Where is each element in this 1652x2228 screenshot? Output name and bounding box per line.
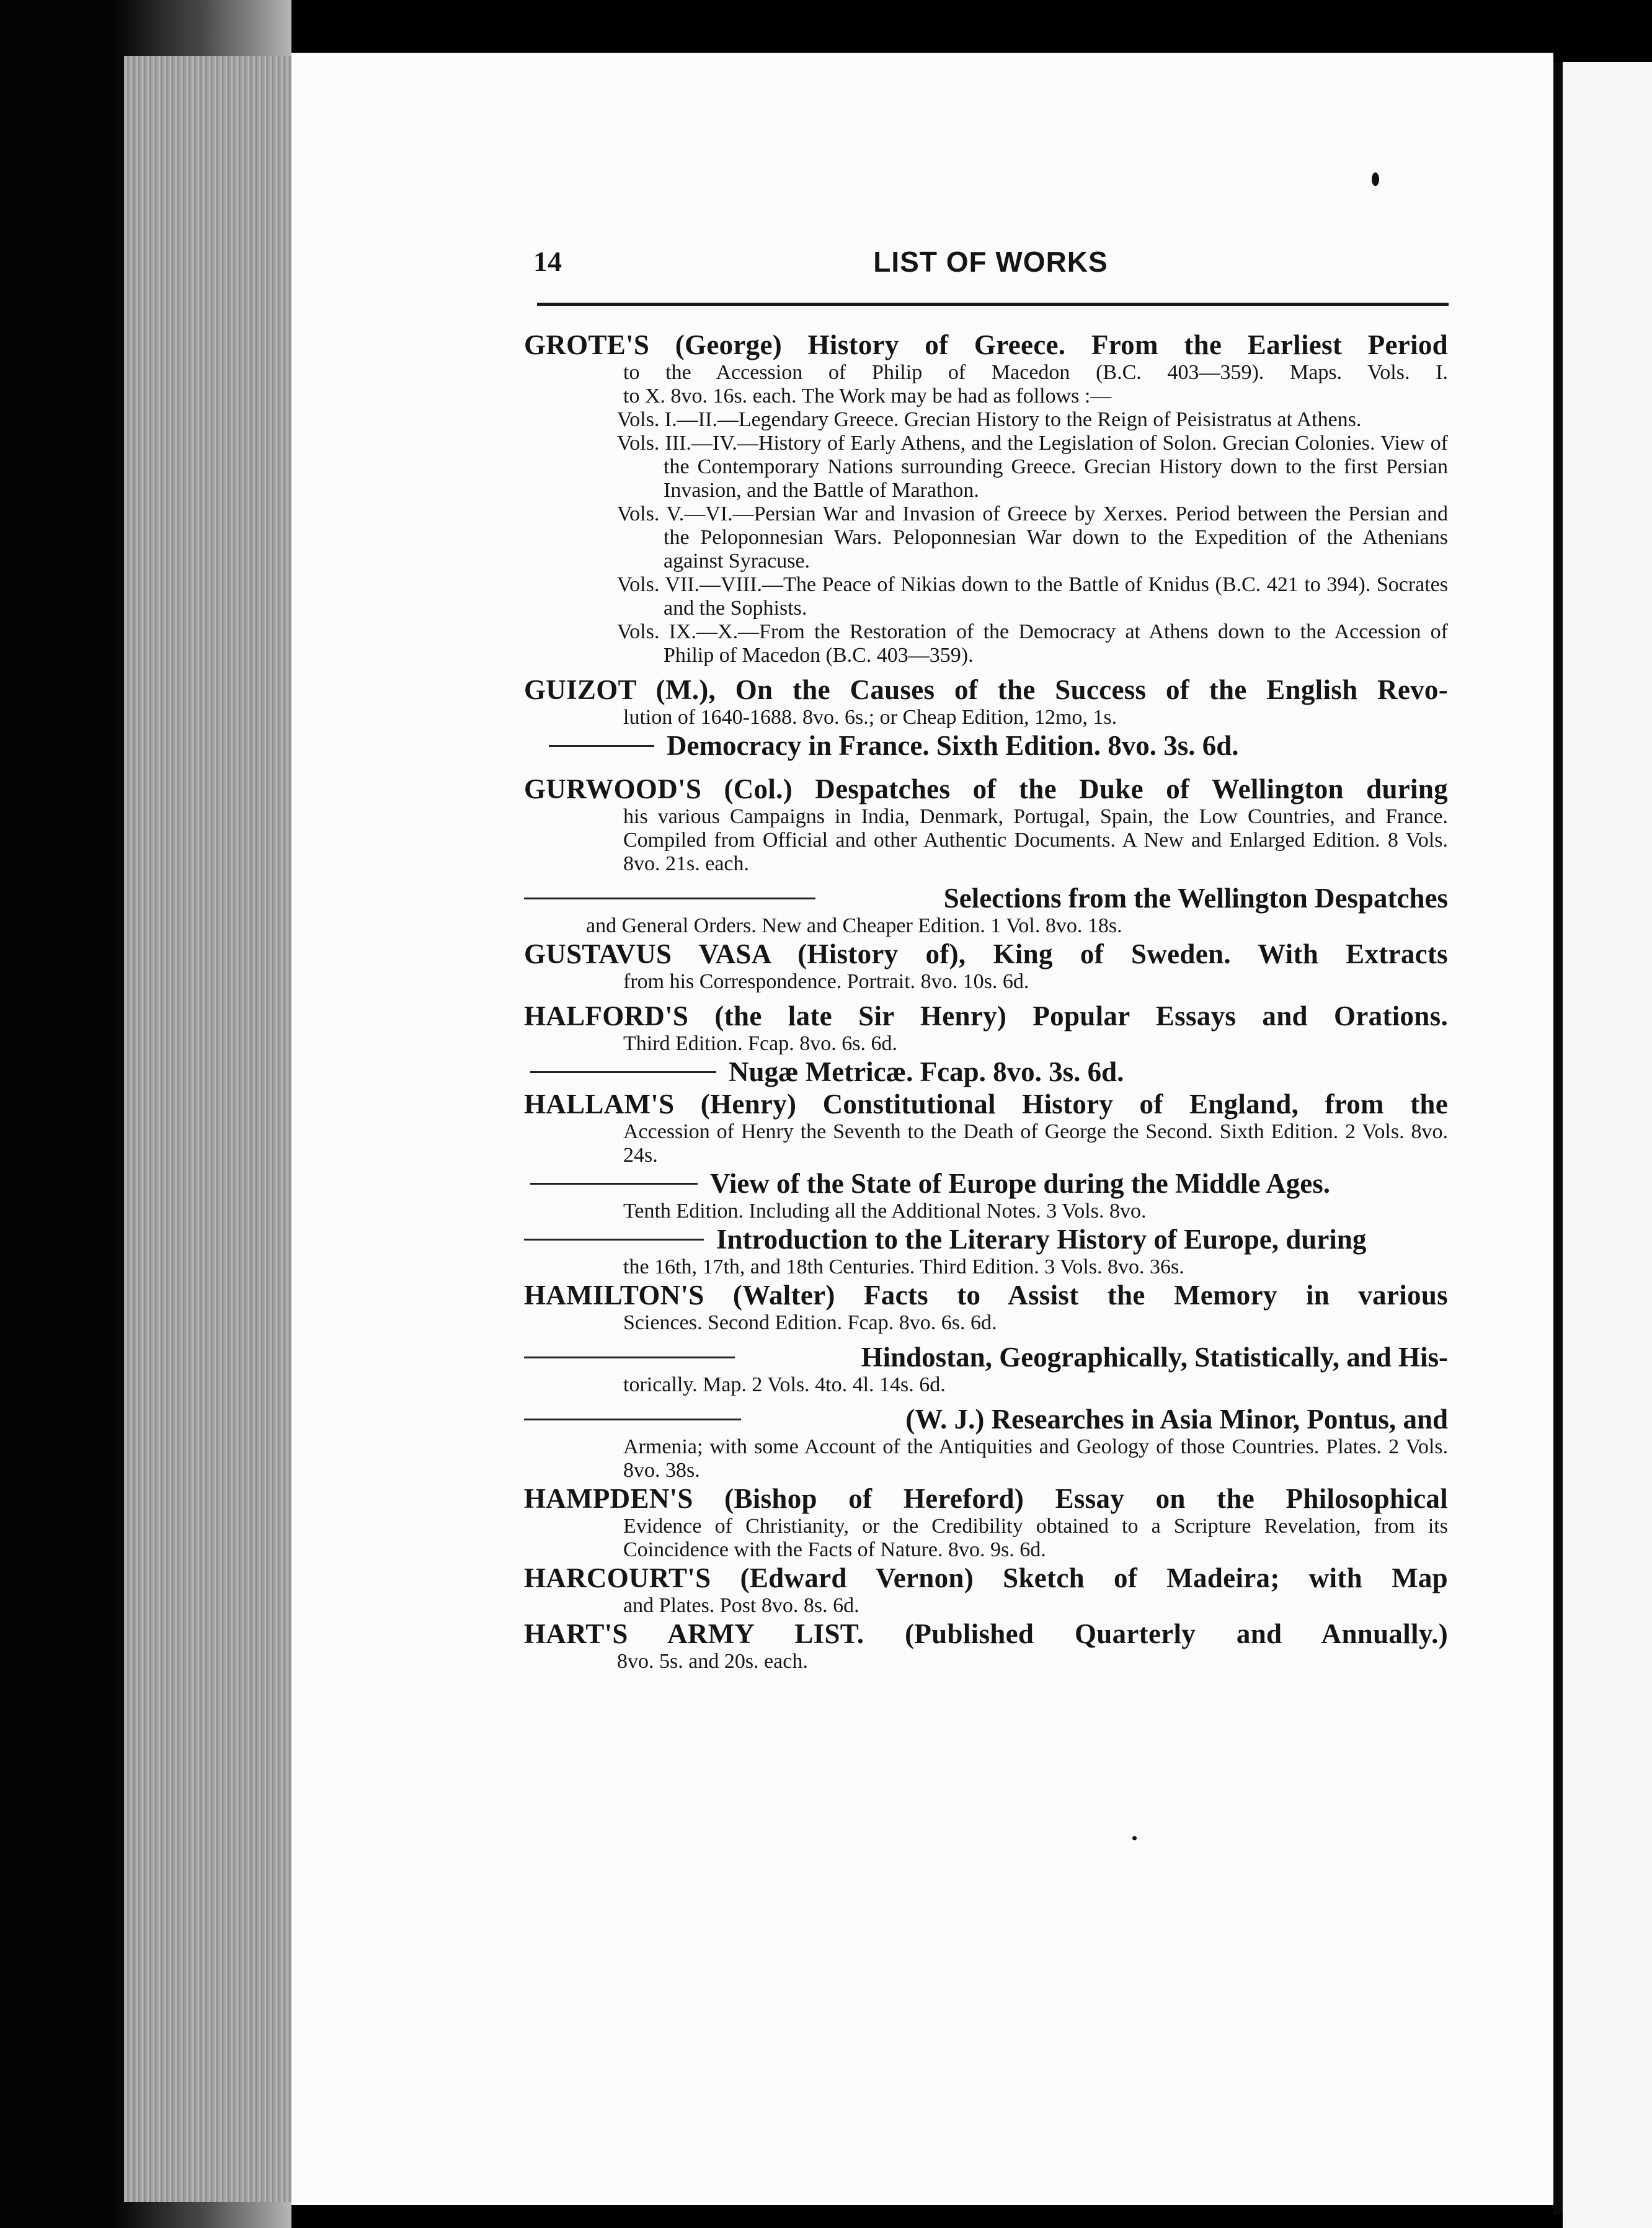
entry-description: and Plates. Post 8vo. 8s. 6d. (623, 1594, 859, 1617)
entry-harcourt (524, 1562, 1448, 1618)
ditto-dash (524, 898, 815, 899)
sub-entry (524, 882, 1448, 914)
sub-entry (524, 1403, 1448, 1435)
entry-description: Accession of Henry the Seventh to the Death of George the Second. Sixth Edition. 2 Vols. 8vo. 24s. (623, 1120, 1448, 1167)
volume-item: Vols. VII.—VIII.—The Peace of Nikias down to the Battle of Knidus (B.C. 421 to 394). Socrates and the Sophists. (617, 573, 1448, 620)
entry-heading: GUIZOT (M.), On the Causes of the Success of the English Revo- (524, 674, 1448, 705)
ditto-dash (524, 1239, 704, 1241)
volume-item: Vols. V.—VI.—Persian War and Invasion of Greece by Xerxes. Period between the Persian and the Peloponnesian Wars. Peloponnesian War down to the Expedition of the Athenians against Syracuse. (617, 502, 1448, 573)
sub-entry-title: Hindostan, Geographically, Statistically, and His- (861, 1342, 1448, 1373)
sub-entry-title: Introduction to the Literary History of Europe, during (716, 1224, 1367, 1255)
entry-description: to the Accession of Philip of Macedon (B.C. 403—359). Maps. Vols. I. (623, 361, 1448, 384)
entry-heading: GUSTAVUS VASA (History of), King of Sweden. With Extracts (524, 938, 1448, 969)
sub-entry (524, 1056, 1448, 1088)
entry-heading: GURWOOD'S (Col.) Despatches of the Duke of Wellington during (524, 773, 1448, 804)
ditto-dash (530, 1071, 716, 1073)
sub-entry-title: View of the State of Europe during the Middle Ages. (710, 1168, 1330, 1199)
entry-gustavus (524, 938, 1448, 994)
facing-page-edge (1563, 62, 1652, 2228)
page-number: 14 (533, 246, 562, 277)
entry-description: Tenth Edition. Including all the Additional Notes. 3 Vols. 8vo. (623, 1200, 1147, 1223)
entry-heading: HAMPDEN'S (Bishop of Hereford) Essay on the Philosophical (524, 1483, 1448, 1514)
entry-description: Armenia; with some Account of the Antiquities and Geology of those Countries. Plates. 2 Vols. 8vo. 38s. (623, 1435, 1448, 1482)
entry-heading: HART'S ARMY LIST. (Published Quarterly and Annually.) (524, 1618, 1448, 1649)
catalogue-list (524, 329, 1448, 1673)
entry-description: the 16th, 17th, and 18th Centuries. Third Edition. 3 Vols. 8vo. 36s. (623, 1255, 1184, 1278)
page-header (533, 245, 1448, 282)
ditto-dash (530, 1183, 698, 1185)
entry-description: to X. 8vo. 16s. each. The Work may be had as follows :— (623, 385, 1112, 408)
entry-heading: HARCOURT'S (Edward Vernon) Sketch of Madeira; with Map (524, 1562, 1448, 1593)
entry-heading: HAMILTON'S (Walter) Facts to Assist the Memory in various (524, 1280, 1448, 1311)
sub-entry-title: Democracy in France. Sixth Edition. 8vo. 3s. 6d. (667, 730, 1239, 761)
sub-entry (524, 729, 1448, 762)
entry-hallam (524, 1088, 1448, 1279)
sub-entry-title: (W. J.) Researches in Asia Minor, Pontus, and (905, 1404, 1448, 1435)
entry-description: torically. Map. 2 Vols. 4to. 4l. 14s. 6d. (623, 1373, 946, 1396)
entry-hart (524, 1618, 1448, 1673)
entry-halford (524, 1000, 1448, 1088)
entry-description: lution of 1640-1688. 8vo. 6s.; or Cheap Edition, 12mo, 1s. (623, 706, 1117, 729)
page-title: LIST OF WORKS (873, 246, 1108, 278)
entry-hampden (524, 1482, 1448, 1562)
sub-entry-title: Nugæ Metricæ. Fcap. 8vo. 3s. 6d. (729, 1056, 1124, 1087)
sub-entry (524, 1341, 1448, 1373)
sub-entry-title: Selections from the Wellington Despatches (943, 883, 1448, 914)
entry-description: 8vo. 5s. and 20s. each. (617, 1650, 808, 1673)
entry-heading: HALFORD'S (the late Sir Henry) Popular Essays and Orations. (524, 1000, 1448, 1032)
entry-description: Sciences. Second Edition. Fcap. 8vo. 6s. 6d. (623, 1311, 997, 1334)
entry-description: Third Edition. Fcap. 8vo. 6s. 6d. (623, 1032, 897, 1055)
sub-entry (524, 1167, 1448, 1200)
ink-spot (1372, 172, 1379, 186)
volume-item: Vols. I.—II.—Legendary Greece. Grecian History to the Reign of Peisistratus at Athens. (617, 408, 1362, 431)
entry-hamilton (524, 1279, 1448, 1482)
volume-item: Vols. III.—IV.—History of Early Athens, and the Legislation of Solon. Grecian Colonies. View of the Contemporary Nations surrounding Greece. Grecian History down to the first Persian Invasion, and the Battle of Marathon. (617, 432, 1448, 502)
page-gutter (1553, 62, 1563, 2214)
entry-guizot (524, 674, 1448, 762)
entry-description: from his Correspondence. Portrait. 8vo. 10s. 6d. (623, 970, 1029, 993)
entry-heading: GROTE'S (George) History of Greece. From the Earliest Period (524, 329, 1448, 360)
ditto-dash (549, 745, 654, 747)
entry-gurwood (524, 773, 1448, 938)
volume-item: Vols. IX.—X.—From the Restoration of the Democracy at Athens down to the Accession of Philip of Macedon (B.C. 403—359). (617, 620, 1448, 667)
ditto-dash (524, 1419, 741, 1420)
entry-description: his various Campaigns in India, Denmark, Portugal, Spain, the Low Countries, and France. Compiled from Official and other Authentic Documents. A New and Enlarged Edition. 8 Vols. 8vo. 21s. each. (623, 805, 1448, 875)
entry-grote (524, 329, 1448, 667)
ink-spot (1132, 1836, 1137, 1840)
page-stack-edge (124, 56, 291, 2202)
entry-description: and General Orders. New and Cheaper Edition. 1 Vol. 8vo. 18s. (586, 914, 1122, 937)
entry-description: Evidence of Christianity, or the Credibility obtained to a Scripture Revelation, from its Coincidence with the Facts of Nature. 8vo. 9s. 6d. (623, 1515, 1448, 1561)
ditto-dash (524, 1357, 735, 1358)
header-rule (537, 303, 1449, 306)
sub-entry (524, 1223, 1448, 1255)
entry-heading: HALLAM'S (Henry) Constitutional History of England, from the (524, 1089, 1448, 1120)
